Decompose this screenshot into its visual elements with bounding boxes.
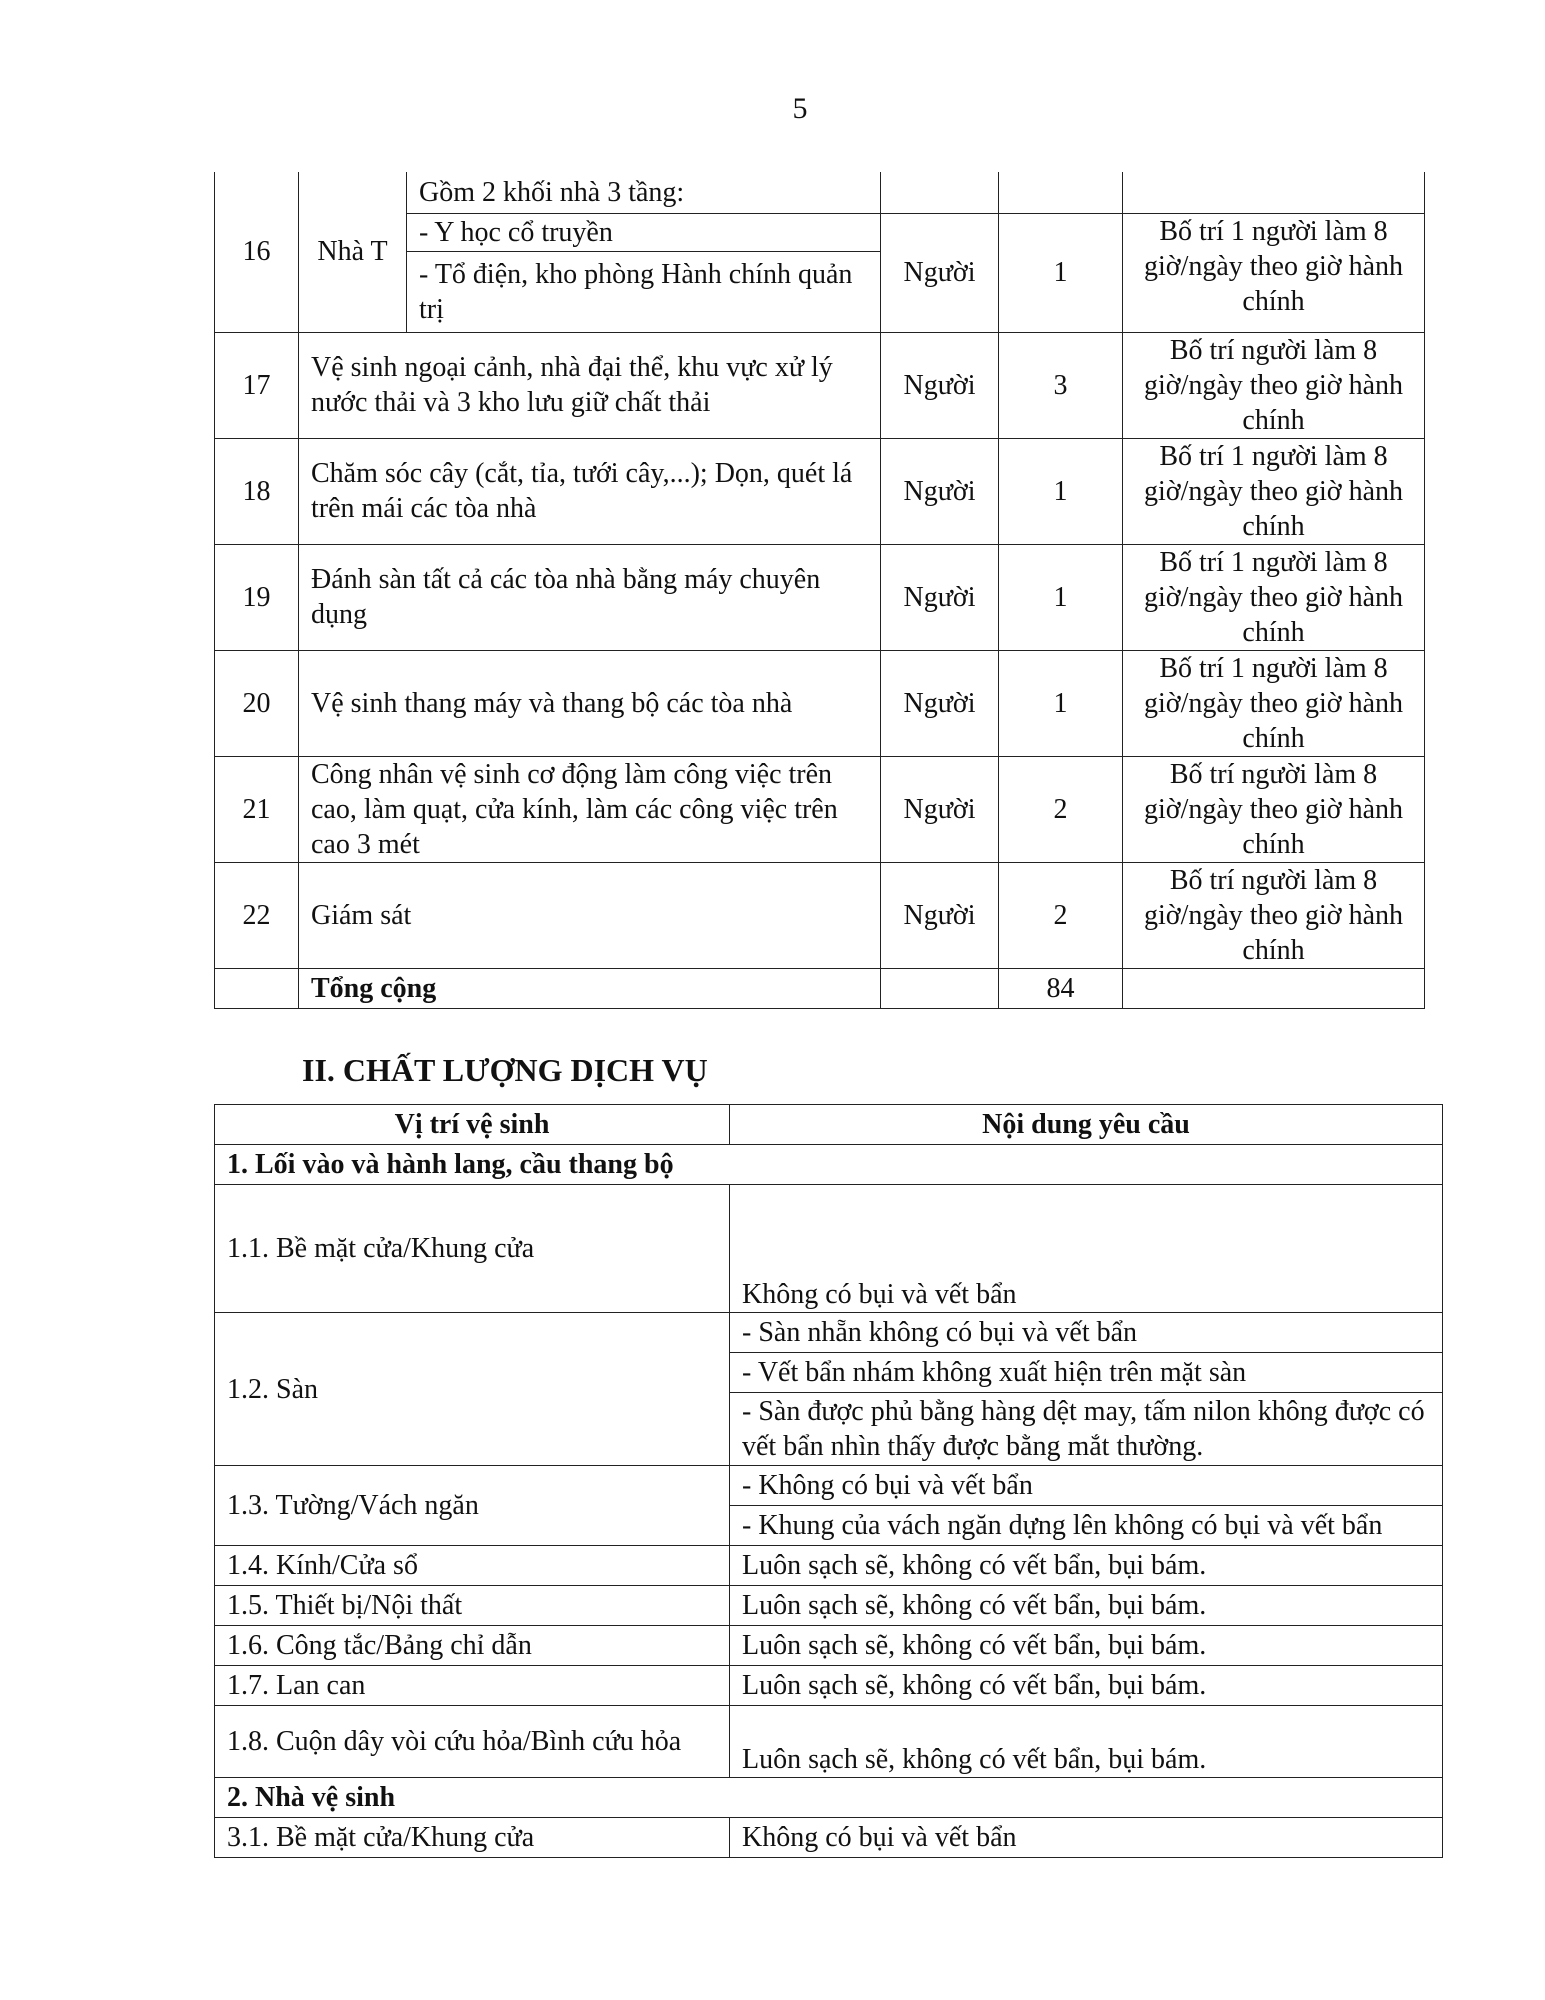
row-note: Bố trí 1 người làm 8 giờ/ngày theo giờ hành chính xyxy=(1123,650,1425,756)
page-number: 5 xyxy=(792,92,808,125)
item-requirement: Luôn sạch sẽ, không có vết bẩn, bụi bám. xyxy=(730,1626,1443,1666)
row-quantity: 1 xyxy=(999,544,1123,650)
row-content: Đánh sàn tất cả các tòa nhà bằng máy chuyên dụng xyxy=(299,544,881,650)
item-requirement: - Không có bụi và vết bẩn xyxy=(730,1466,1443,1506)
row-detail: Gồm 2 khối nhà 3 tầng: xyxy=(407,172,881,213)
table-row xyxy=(215,1313,1443,1353)
item-location: 3.1. Bề mặt cửa/Khung cửa xyxy=(215,1818,730,1858)
table-row xyxy=(215,650,1425,756)
row-quantity: 2 xyxy=(999,756,1123,862)
table-row xyxy=(215,1185,1443,1313)
item-location: 1.5. Thiết bị/Nội thất xyxy=(215,1586,730,1626)
row-note: Bố trí người làm 8 giờ/ngày theo giờ hành chính xyxy=(1123,756,1425,862)
table-row xyxy=(215,544,1425,650)
group-row xyxy=(215,1778,1443,1818)
item-requirement: Luôn sạch sẽ, không có vết bẩn, bụi bám. xyxy=(730,1546,1443,1586)
item-requirement: Luôn sạch sẽ, không có vết bẩn, bụi bám. xyxy=(730,1706,1443,1778)
header-location: Vị trí vệ sinh xyxy=(215,1105,730,1145)
table-row xyxy=(215,438,1425,544)
table-row xyxy=(215,1586,1443,1626)
row-number: 19 xyxy=(215,544,299,650)
row-number: 22 xyxy=(215,862,299,968)
row-content: Vệ sinh thang máy và thang bộ các tòa nhà xyxy=(299,650,881,756)
row-note: Bố trí người làm 8 giờ/ngày theo giờ hành chính xyxy=(1123,332,1425,438)
total-row xyxy=(215,968,1425,1008)
row-location: Nhà T xyxy=(299,172,407,332)
group-row xyxy=(215,1145,1443,1185)
item-location: 1.3. Tường/Vách ngăn xyxy=(215,1466,730,1546)
row-unit: Người xyxy=(881,862,999,968)
row-note: Bố trí người làm 8 giờ/ngày theo giờ hành chính xyxy=(1123,862,1425,968)
row-content: Giám sát xyxy=(299,862,881,968)
group-title: 1. Lối vào và hành lang, cầu thang bộ xyxy=(215,1145,1443,1185)
item-location: 1.2. Sàn xyxy=(215,1313,730,1466)
row-quantity: 1 xyxy=(999,213,1123,332)
item-location: 1.1. Bề mặt cửa/Khung cửa xyxy=(215,1185,730,1313)
row-detail: - Tổ điện, kho phòng Hành chính quản trị xyxy=(407,251,881,332)
item-location: 1.8. Cuộn dây vòi cứu hỏa/Bình cứu hỏa xyxy=(215,1706,730,1778)
row-content: Chăm sóc cây (cắt, tỉa, tưới cây,...); Dọn, quét lá trên mái các tòa nhà xyxy=(299,438,881,544)
table-row xyxy=(215,172,1425,213)
row-quantity: 1 xyxy=(999,650,1123,756)
item-requirement: Luôn sạch sẽ, không có vết bẩn, bụi bám. xyxy=(730,1666,1443,1706)
row-number: 18 xyxy=(215,438,299,544)
item-location: 1.7. Lan can xyxy=(215,1666,730,1706)
row-quantity: 2 xyxy=(999,862,1123,968)
row-quantity: 3 xyxy=(999,332,1123,438)
row-unit: Người xyxy=(881,756,999,862)
row-number: 16 xyxy=(215,172,299,332)
row-number: 20 xyxy=(215,650,299,756)
row-note: Bố trí 1 người làm 8 giờ/ngày theo giờ hành chính xyxy=(1123,544,1425,650)
row-note: Bố trí 1 người làm 8 giờ/ngày theo giờ hành chính xyxy=(1123,438,1425,544)
quality-table xyxy=(214,1104,1443,1858)
table-row xyxy=(215,862,1425,968)
item-requirement: - Khung của vách ngăn dựng lên không có bụi và vết bẩn xyxy=(730,1506,1443,1546)
total-quantity: 84 xyxy=(999,968,1123,1008)
table-row xyxy=(215,1706,1443,1778)
item-requirement: Không có bụi và vết bẩn xyxy=(730,1185,1443,1313)
row-note: Bố trí 1 người làm 8 giờ/ngày theo giờ hành chính xyxy=(1123,213,1425,332)
header-requirements: Nội dung yêu cầu xyxy=(730,1105,1443,1145)
item-requirement: - Sàn được phủ bằng hàng dệt may, tấm nilon không được có vết bẩn nhìn thấy được bằng mắt thường. xyxy=(730,1393,1443,1466)
row-detail: - Y học cổ truyền xyxy=(407,213,881,251)
item-location: 1.4. Kính/Cửa sổ xyxy=(215,1546,730,1586)
staffing-table xyxy=(214,172,1425,1009)
item-requirement: Luôn sạch sẽ, không có vết bẩn, bụi bám. xyxy=(730,1586,1443,1626)
item-requirement: - Sàn nhẵn không có bụi và vết bẩn xyxy=(730,1313,1443,1353)
row-unit: Người xyxy=(881,332,999,438)
row-unit: Người xyxy=(881,213,999,332)
table-row xyxy=(215,1546,1443,1586)
table-row xyxy=(215,1466,1443,1506)
section-heading: II. CHẤT LƯỢNG DỊCH VỤ xyxy=(302,1052,708,1088)
table-header-row xyxy=(215,1105,1443,1145)
row-unit: Người xyxy=(881,544,999,650)
table-row xyxy=(215,756,1425,862)
group-title: 2. Nhà vệ sinh xyxy=(215,1778,1443,1818)
item-requirement: Không có bụi và vết bẩn xyxy=(730,1818,1443,1858)
row-content: Vệ sinh ngoại cảnh, nhà đại thể, khu vực xử lý nước thải và 3 kho lưu giữ chất thải xyxy=(299,332,881,438)
item-requirement: - Vết bẩn nhám không xuất hiện trên mặt sàn xyxy=(730,1353,1443,1393)
row-number: 21 xyxy=(215,756,299,862)
item-location: 1.6. Công tắc/Bảng chỉ dẫn xyxy=(215,1626,730,1666)
row-unit: Người xyxy=(881,438,999,544)
row-unit: Người xyxy=(881,650,999,756)
table-row xyxy=(215,1818,1443,1858)
table-row xyxy=(215,1666,1443,1706)
row-content: Công nhân vệ sinh cơ động làm công việc trên cao, làm quạt, cửa kính, làm các công việc trên cao 3 mét xyxy=(299,756,881,862)
row-number: 17 xyxy=(215,332,299,438)
table-row xyxy=(215,1626,1443,1666)
row-quantity: 1 xyxy=(999,438,1123,544)
table-row xyxy=(215,332,1425,438)
total-label: Tổng cộng xyxy=(299,968,881,1008)
